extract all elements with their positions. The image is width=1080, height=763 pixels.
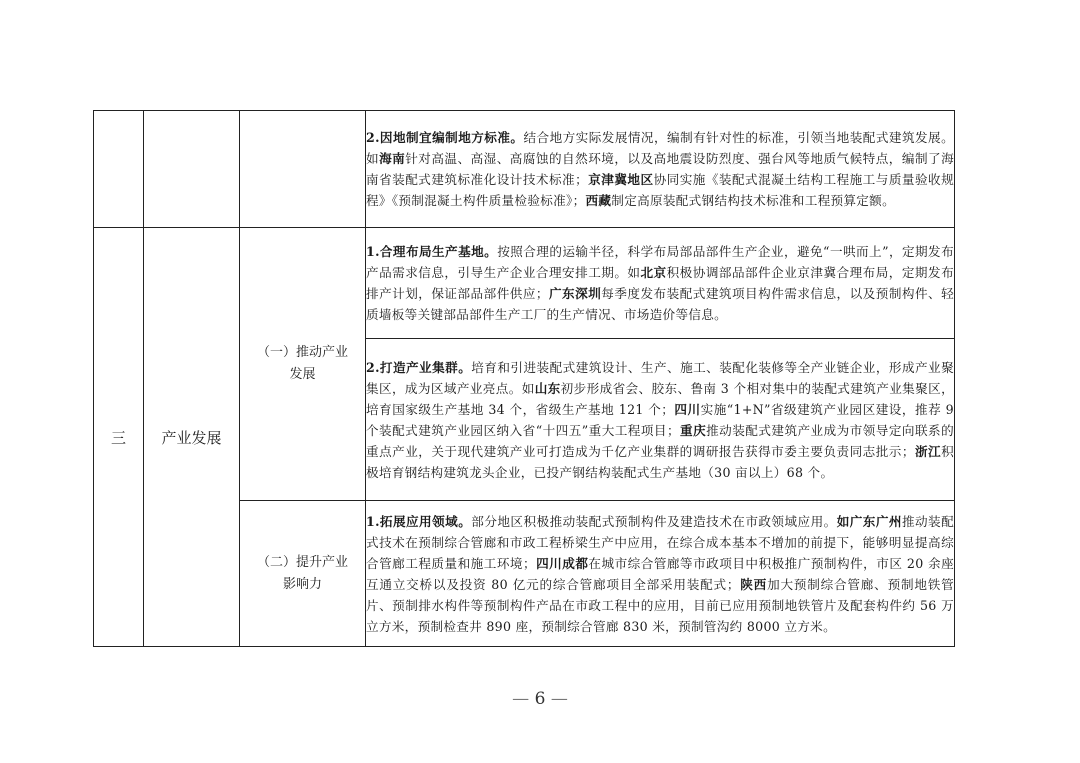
item-text: 培育和引进装配式建筑设计、生产、施工、装配化装修等全产业链企业，形成产业聚集区，成为区域产业亮点。如 [366, 359, 954, 396]
region-name: 广东深圳 [548, 286, 602, 301]
region-name: 重庆 [679, 422, 707, 438]
item-text: 实施“1+N”省级建筑产业园区建设，推荐 9 个装配式建筑产业园区纳入省“十四五”重大工程项目； [366, 401, 954, 438]
region-name: 浙江 [914, 443, 942, 459]
item-text: 按照合理的运输半径，科学布局部品部件生产企业，避免“一哄而上”，定期发布产品需求信息，引导生产企业合理安排工期。如 [366, 244, 954, 280]
item-paragraph [366, 127, 954, 211]
group-label-line: （一）推动产业 [256, 345, 348, 360]
section-category: 产业发展 [144, 228, 240, 647]
page-dash-left: — [512, 689, 530, 709]
item-paragraph [366, 357, 954, 483]
item-text: 积极协调部品部件企业京津冀合理布局，定期发布排产计划，保证部品部件供应； [366, 265, 954, 301]
region-name: 四川 [674, 401, 701, 417]
group-label-line: 影响力 [282, 576, 322, 592]
region-name: 四川成都 [535, 555, 589, 571]
item-heading: 2.打造产业集群。 [366, 359, 472, 375]
region-name: 山东 [534, 380, 561, 396]
continuation-subcategory-cell [240, 111, 366, 228]
item-text-cell [366, 339, 955, 501]
item-text: 协同实施《装配式混凝土结构工程施工与质量验收规程》《预制混凝土构件质量检验标准》； [366, 172, 955, 208]
region-name: 西藏 [585, 193, 612, 208]
item-text-cell [366, 501, 955, 647]
page-number-value: 6 [534, 689, 546, 709]
region-name: 陕西 [739, 576, 768, 592]
continuation-category-cell [144, 111, 240, 228]
group-label-line: 发展 [289, 367, 316, 382]
continuation-number-cell [94, 111, 144, 228]
table-row [94, 111, 955, 228]
group-label-2 [240, 501, 366, 647]
item-text: 结合地方实际发展情况，编制有针对性的标准，引领当地装配式建筑发展。如 [366, 130, 954, 166]
item-text: 在城市综合管廊等市政项目中积极推广预制构件，市区 20 余座互通立交桥以及投资 80 亿元的综合管廊项目全部采用装配式； [366, 555, 955, 592]
item-text: 积极培育钢结构建筑龙头企业，已投产钢结构装配式生产基地（30 亩以上）68 个。 [366, 443, 954, 480]
item-text: 初步形成省会、胶东、鲁南 3 个相对集中的装配式建筑产业集聚区，培育国家级生产基地 34 个，省级生产基地 121 个； [366, 380, 954, 417]
group-label-1 [240, 228, 366, 501]
item-text: 针对高温、高湿、高腐蚀的自然环境，以及高地震设防烈度、强台风等地质气候特点，编制了海南省装配式建筑标准化设计技术标准； [366, 151, 954, 187]
item-heading: 1.合理布局生产基地。 [366, 244, 498, 259]
region-name: 北京 [640, 265, 667, 280]
item-text: 部分地区积极推动装配式预制构件及建造技术在市政领域应用。 [471, 513, 837, 529]
page-dash-right: — [550, 689, 568, 709]
policy-table [93, 110, 955, 647]
item-text: 制定高原装配式钢结构技术标准和工程预算定额。 [611, 193, 895, 208]
section-number: 三 [94, 228, 144, 647]
region-name: 京津冀地区 [588, 172, 654, 187]
item-text: 推动装配式技术在预制综合管廊和市政工程桥梁生产中应用，在综合成本基本不增加的前提下，能够明显提高综合管廊工程质量和施工环境； [366, 513, 954, 571]
region-name: 如广东广州 [836, 513, 902, 529]
item-text: 每季度发布装配式建筑项目构件需求信息，以及预制构件、轻质墙板等关键部品部件生产工厂的生产情况、市场造价等信息。 [366, 286, 955, 322]
item-heading: 1.拓展应用领域。 [366, 513, 472, 529]
item-text-cell [366, 111, 955, 228]
item-paragraph [366, 511, 954, 637]
item-text-cell [366, 228, 955, 339]
page-number [0, 689, 1080, 709]
item-text: 加大预制综合管廊、预制地铁管片、预制排水构件等预制构件产品在市政工程中的应用，目前已应用预制地铁管片及配套构件约 56 万立方米，预制检查井 890 座，预制综合管廊 830 米，预制管沟约 8000 立方米。 [366, 576, 955, 634]
group-label-line: （二）提升产业 [256, 554, 348, 570]
table-row [94, 228, 955, 339]
item-text: 推动装配式建筑产业成为市领导定向联系的重点产业，关于现代建筑产业可打造成为千亿产业集群的调研报告获得市委主要负责同志批示； [366, 422, 954, 459]
item-paragraph [366, 241, 954, 325]
item-heading: 2.因地制宜编制地方标准。 [366, 130, 524, 145]
region-name: 海南 [379, 151, 406, 166]
